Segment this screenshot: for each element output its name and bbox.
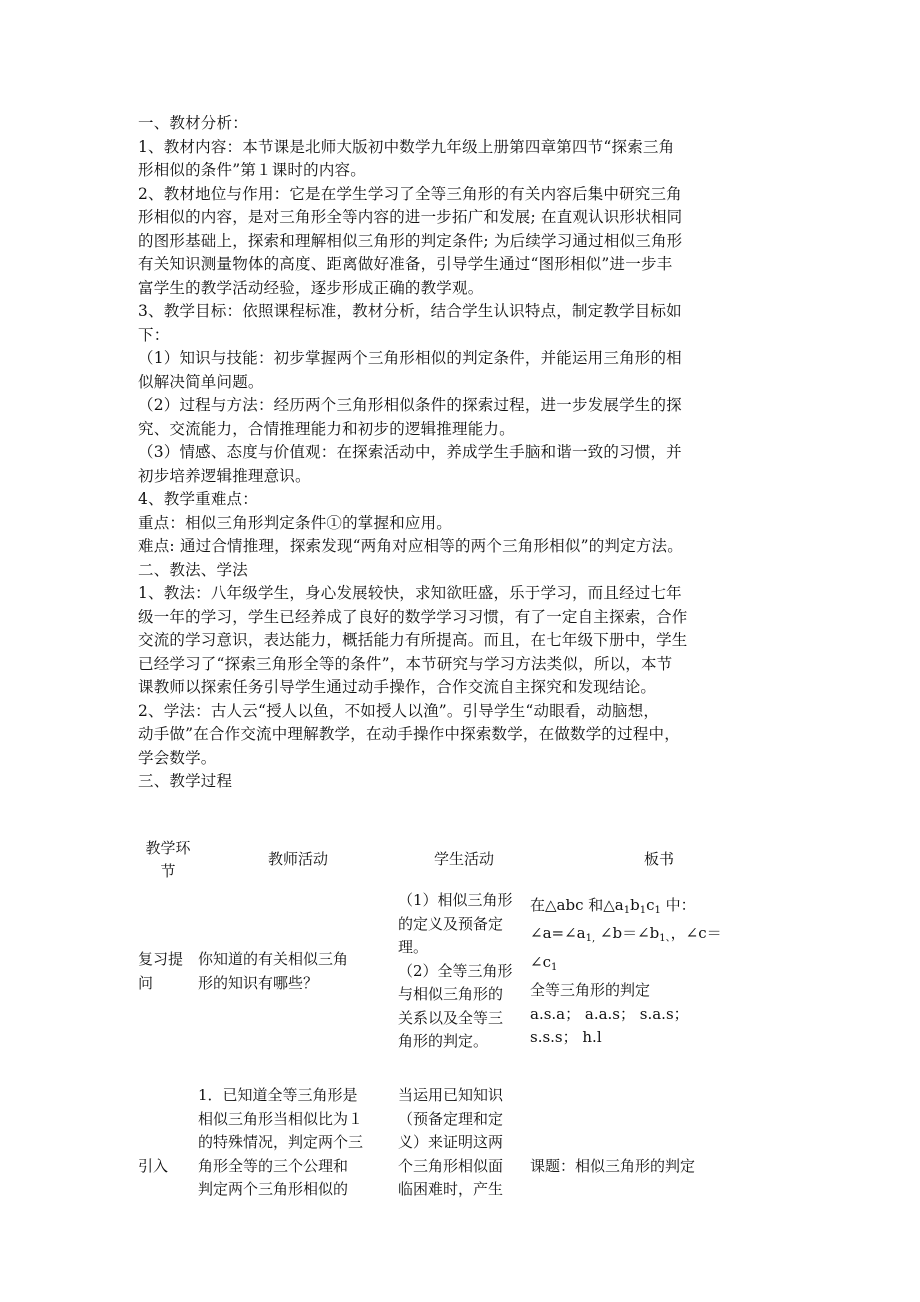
document-body bbox=[138, 112, 788, 794]
text-run: ∠b＝∠b bbox=[595, 924, 660, 942]
cell-line bbox=[530, 951, 788, 980]
header-teacher-activity: 教师活动 bbox=[267, 850, 328, 869]
text-run: ∠a=∠a bbox=[530, 924, 586, 942]
cell-teacher-intro bbox=[198, 1059, 398, 1227]
cell-line: 个三角形相似面 bbox=[398, 1156, 504, 1175]
cell-line: 1．已知道全等三角形是 bbox=[198, 1086, 358, 1105]
heading-textbook-analysis: 一、教材分析： bbox=[138, 114, 248, 132]
paragraph-line: 的图形基础上，探索和理解相似三角形的判定条件; 为后续学习通过相似三角形 bbox=[138, 231, 683, 250]
paragraph-line: 4、教学重难点： bbox=[138, 490, 258, 508]
cell-line: 角形全等的三个公理和 bbox=[198, 1156, 349, 1175]
header-board: 板书 bbox=[643, 850, 674, 869]
paragraph-line: （2）过程与方法：经历两个三角形相似条件的探索过程，进一步发展学生的探 bbox=[138, 396, 682, 414]
table-row bbox=[138, 884, 788, 1059]
cell-line: （1）相似三角形 bbox=[398, 891, 513, 910]
paragraph-line: 难点: 通过合情推理，探索发现“两角对应相等的两个三角形相似”的判定方法。 bbox=[138, 537, 683, 555]
subscript: 1 bbox=[623, 904, 631, 916]
subscript: 1, bbox=[585, 933, 596, 944]
cell-line: s.s.s； h.l bbox=[530, 1028, 602, 1046]
cell-line: 当运用已知知识 bbox=[398, 1086, 504, 1105]
cell-line: 临困难时，产生 bbox=[398, 1180, 504, 1199]
cell-teacher-review bbox=[198, 884, 398, 1059]
text-run: ，∠c＝ bbox=[670, 924, 722, 942]
header-stage-line: 教学环 bbox=[145, 838, 191, 857]
paragraph-line: 富学生的教学活动经验，逐步形成正确的教学观。 bbox=[138, 278, 484, 297]
text-run: 在△abc 和△a bbox=[530, 895, 624, 914]
paragraph-line: 动手做”在合作交流中理解教学，在动手操作中探索数学，在做数学的过程中， bbox=[138, 725, 680, 743]
cell-stage-review bbox=[138, 884, 198, 1059]
paragraph-line: 究、交流能力，合情推理能力和初步的逻辑推理能力。 bbox=[138, 419, 515, 438]
cell-line: 复习提 bbox=[138, 950, 184, 968]
subscript: 1 bbox=[550, 961, 558, 973]
cell-board-review bbox=[530, 884, 788, 1059]
subscript: 1 bbox=[654, 904, 661, 916]
teaching-process-table bbox=[138, 836, 788, 1227]
text-run: c bbox=[646, 895, 655, 914]
heading-methods: 二、教法、学法 bbox=[138, 560, 248, 579]
paragraph-line: 课教师以探索任务引导学生通过动手操作，合作交流自主探究和发现结论。 bbox=[138, 678, 657, 696]
cell-line: 全等三角形的判定 bbox=[530, 981, 651, 999]
cell-line: 与相似三角形的 bbox=[398, 985, 504, 1004]
paragraph-line: 形相似的内容，是对三角形全等内容的进一步拓广和发展; 在直观认识形状相同 bbox=[138, 208, 683, 226]
header-student-activity: 学生活动 bbox=[433, 850, 494, 869]
cell-line: 问 bbox=[138, 973, 154, 992]
cell-line: 理。 bbox=[398, 938, 429, 957]
cell-line bbox=[530, 894, 788, 923]
paragraph-line: 有关知识测量物体的高度、距离做好准备，引导学生通过“图形相似”进一步丰 bbox=[138, 255, 673, 273]
header-stage-line: 节 bbox=[160, 862, 176, 880]
cell-line: 的定义及预备定 bbox=[398, 914, 504, 933]
subscript: 1、 bbox=[659, 933, 671, 944]
header-stage bbox=[138, 836, 198, 884]
cell-line: 形的知识有哪些？ bbox=[198, 973, 319, 992]
paragraph-line: 2、教材地位与作用：它是在学生学习了全等三角形的有关内容后集中研究三角 bbox=[138, 184, 682, 203]
cell-line: 你知道的有关相似三角 bbox=[198, 950, 349, 968]
cell-line: a.s.a； a.a.s； s.a.s； bbox=[530, 1004, 689, 1023]
paragraph-line: 形相似的条件”第１课时的内容。 bbox=[138, 161, 366, 179]
paragraph-line: 重点：相似三角形判定条件①的掌握和应用。 bbox=[138, 513, 453, 532]
cell-board-intro: 课题：相似三角形的判定 bbox=[530, 1157, 696, 1176]
paragraph-line: 2、学法：古人云“授人以鱼，不如授人以渔”。引导学生“动眼看，动脑想， bbox=[138, 701, 660, 720]
cell-line: （预备定理和定 bbox=[398, 1109, 504, 1128]
cell-line: 判定两个三角形相似的 bbox=[198, 1180, 349, 1199]
paragraph-line: （1）知识与技能：初步掌握两个三角形相似的判定条件，并能运用三角形的相 bbox=[138, 349, 682, 367]
text-run: b bbox=[630, 895, 640, 914]
paragraph-line: 已经学习了“探索三角形全等的条件”，本节研究与学习方法类似，所以，本节 bbox=[138, 654, 673, 673]
subscript: 1 bbox=[639, 904, 647, 916]
text-run: 中： bbox=[660, 895, 696, 914]
paragraph-line: 级一年的学习，学生已经养成了良好的数学学习习惯，有了一定自主探索，合作 bbox=[138, 607, 688, 626]
table-row bbox=[138, 1059, 788, 1227]
paragraph-line: 初步培养逻辑推理意识。 bbox=[138, 466, 311, 485]
cell-line: 的特殊情况，判定两个三 bbox=[198, 1133, 364, 1152]
cell-student-review bbox=[398, 884, 530, 1059]
cell-line bbox=[530, 922, 788, 951]
paragraph-line: 交流的学习意识，表达能力，概括能力有所提高。而且，在七年级下册中，学生 bbox=[138, 631, 688, 649]
cell-line: 关系以及全等三 bbox=[398, 1008, 504, 1027]
paragraph-line: 似解决简单问题。 bbox=[138, 372, 264, 391]
paragraph-line: （3）情感、态度与价值观：在探索活动中，养成学生手脑和谐一致的习惯，并 bbox=[138, 443, 682, 461]
paragraph-line: 3、教学目标：依照课程标准，教材分析，结合学生认识特点，制定教学目标如 bbox=[138, 302, 682, 320]
cell-line: 义）来证明这两 bbox=[398, 1133, 504, 1152]
heading-teaching-process: 三、教学过程 bbox=[138, 772, 233, 790]
paragraph-line: 1、教法：八年级学生，身心发展较快，求知欲旺盛，乐于学习，而且经过七年 bbox=[138, 584, 682, 602]
paragraph-line: 下： bbox=[138, 325, 170, 344]
table-header-row bbox=[138, 836, 788, 884]
cell-stage-intro: 引入 bbox=[138, 1157, 169, 1176]
text-run: ∠c bbox=[530, 952, 551, 971]
cell-line: 相似三角形当相似比为１ bbox=[198, 1109, 364, 1128]
cell-student-intro bbox=[398, 1059, 530, 1227]
cell-line: （2）全等三角形 bbox=[398, 961, 513, 980]
cell-line: 角形的判定。 bbox=[398, 1032, 489, 1051]
paragraph-line: 1、教材内容：本节课是北师大版初中数学九年级上册第四章第四节“探索三角 bbox=[138, 137, 675, 156]
paragraph-line: 学会数学。 bbox=[138, 748, 217, 767]
